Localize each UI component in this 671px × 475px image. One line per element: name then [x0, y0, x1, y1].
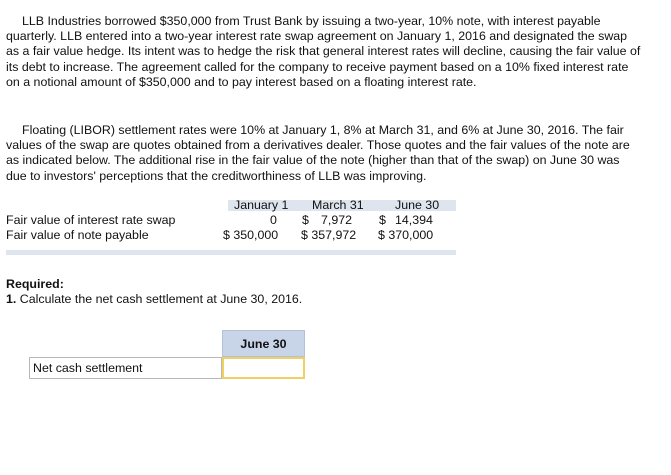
answer-row-label: Net cash settlement	[29, 357, 222, 379]
note-march-value: $ 357,972	[301, 228, 357, 242]
row-label-note: Fair value of note payable	[6, 228, 149, 242]
problem-paragraph-1: LLB Industries borrowed $350,000 from Trust Bank by issuing a two-year, 10% note, with interest payable quarterly. LLB entered into a two-year interest rate swap agreement on January 1, 2016 and designated the swap as a fair value hedge. Its intent was to hedge the risk that general interest rates will decline, causing the fair value of its debt to increase. The agreement called for the company to receive payment based on a 10% fixed interest rate on a notional amount of $350,000 and to pay interest based on a floating interest rate.	[6, 14, 641, 89]
required-heading: Required:	[6, 277, 64, 291]
swap-june-currency: $	[379, 213, 386, 227]
answer-header-blank	[29, 330, 222, 357]
column-header-january-1: January 1	[234, 198, 289, 212]
swap-march-value: 7,972	[321, 213, 353, 227]
swap-january-value: 0	[270, 213, 277, 227]
problem-paragraph-2: Floating (LIBOR) settlement rates were 10% at January 1, 8% at March 31, and 6% at June 30, 2016. The fair values of the swap are quotes obtained from a derivatives dealer. Those quotes and the fair values of the note are as indicated below. The additional rise in the fair value of the note (higher than that of the swap) on June 30 was due to investors' perceptions that the creditworthiness of LLB was improving.	[6, 123, 630, 183]
table-bottom-rule	[6, 250, 456, 255]
column-header-march-31: March 31	[312, 198, 364, 212]
swap-june-value: 14,394	[395, 213, 433, 227]
column-header-june-30: June 30	[395, 198, 440, 212]
table-header-row	[6, 198, 456, 213]
net-cash-settlement-cell[interactable]	[222, 357, 305, 379]
net-cash-settlement-input[interactable]	[224, 359, 303, 377]
row-label-swap: Fair value of interest rate swap	[6, 213, 176, 227]
note-june-value: $ 370,000	[378, 228, 434, 242]
note-january-value: $ 350,000	[223, 228, 279, 242]
question-number: 1.	[6, 292, 17, 306]
question-text: Calculate the net cash settlement at June 30, 2016.	[19, 292, 303, 306]
answer-column-header: June 30	[222, 330, 305, 357]
table-row	[6, 228, 456, 243]
swap-march-currency: $	[302, 213, 309, 227]
required-question	[6, 292, 302, 307]
table-row	[6, 213, 456, 228]
